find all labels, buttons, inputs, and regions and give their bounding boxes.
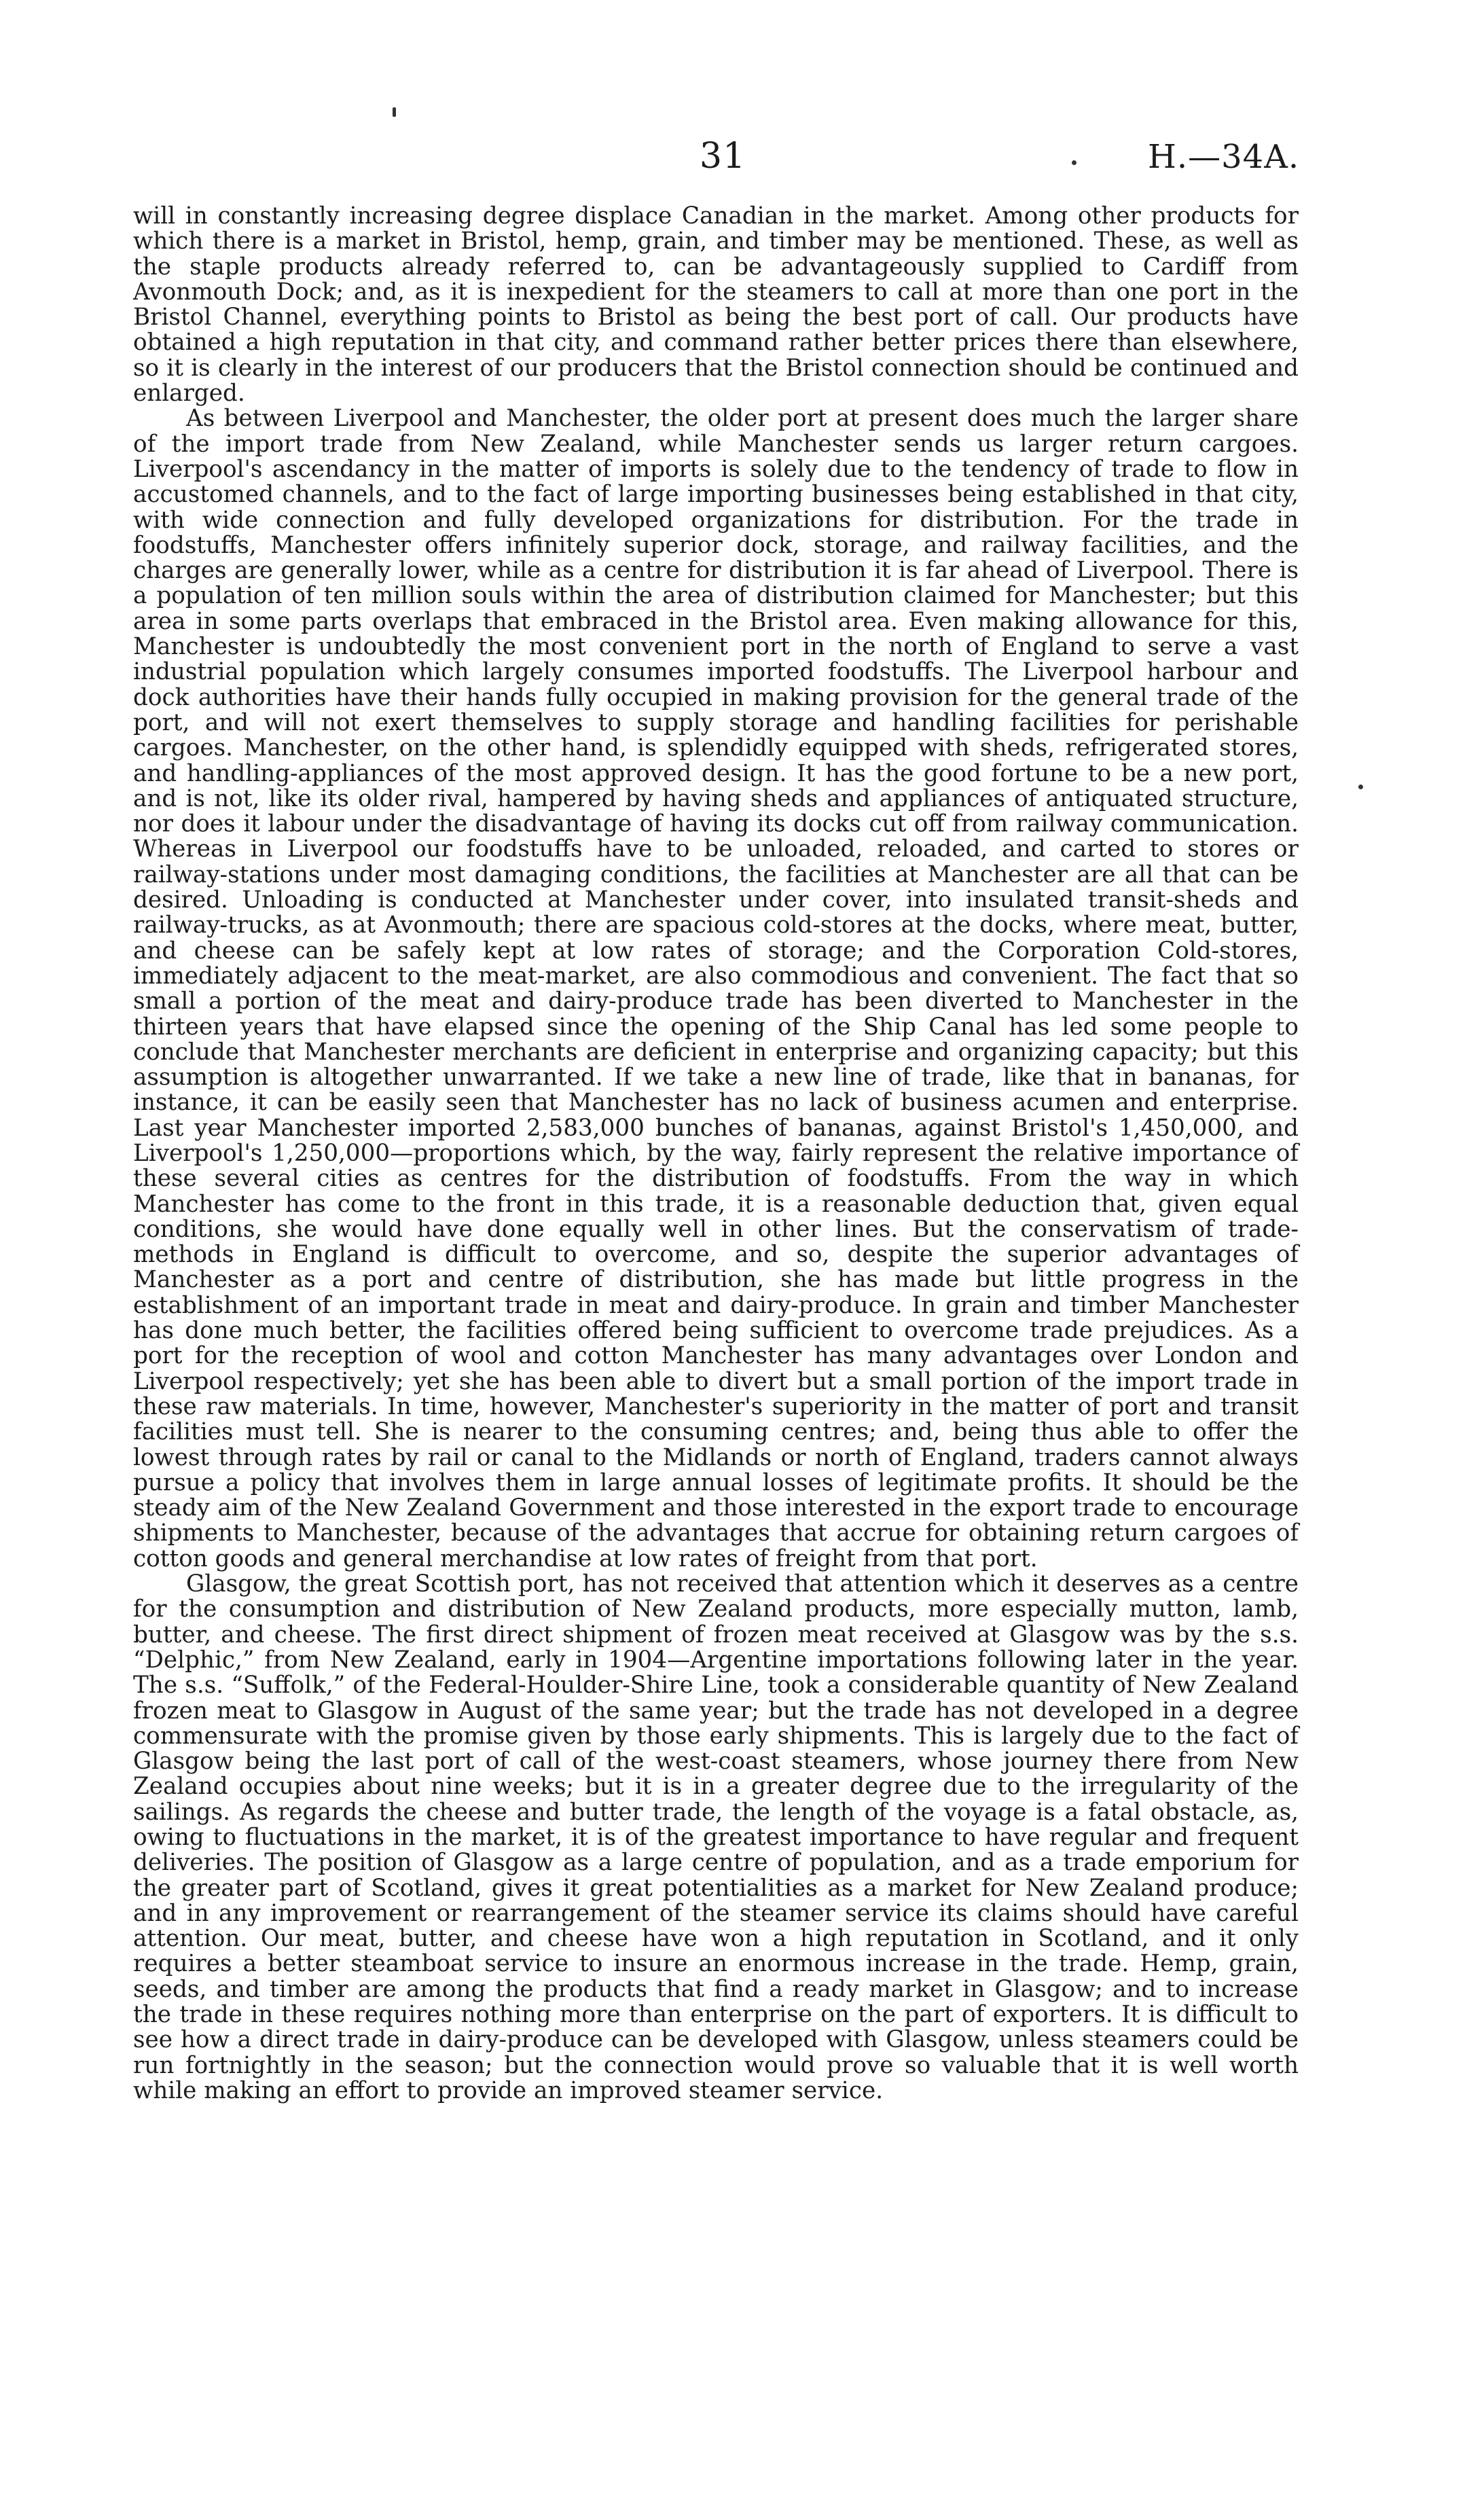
document-reference: H.—34A. [1148,138,1300,176]
paragraph-glasgow: Glasgow, the great Scottish port, has not received that attention which it deserves as a centre for the consumption and distribution of New Zealand products, more especially mutton, lamb, butter, and cheese. The first direct shipment of frozen meat received at Glasgow was by the s.s. “Delphic,” from New Zealand, early in 1904—Argentine importations following later in the year. The s.s. “Suffolk,” of the Federal-Houlder-Shire Line, took a considerable quantity of New Zealand frozen meat to Glasgow in August of the same year; but the trade has not developed in a degree commensurate with the promise given by those early shipments. This is largely due to the fact of Glasgow being the last port of call of the west-coast steamers, whose journey there from New Zealand occupies about nine weeks; but it is in a greater degree due to the irregularity of the sailings. As regards the cheese and butter trade, the length of the voyage is a fatal obstacle, as, owing to fluctuations in the market, it is of the greatest importance to have regular and frequent deliveries. The position of Glasgow as a large centre of population, and as a trade emporium for the greater part of Scotland, gives it great potentialities as a market for New Zealand produce; and in any improvement or rearrangement of the steamer service its claims should have careful attention. Our meat, butter, and cheese have won a high reputation in Scotland, and it only requires a better steamboat service to insure an enormous increase in the trade. Hemp, grain, seeds, and timber are among the products that find a ready market in Glasgow; and to increase the trade in these requires nothing more than enterprise on the part of exporters. It is difficult to see how a direct trade in dairy-produce can be developed with Glasgow, unless steamers could be run fortnightly in the season; but the connection would prove so valuable that it is well worth while making an effort to provide an improved steamer service. [133,1570,1299,2104]
paragraph-bristol: will in constantly increasing degree displace Canadian in the market. Among other products for which there is a market in Bristol, hemp, grain, and timber may be mentioned. These, as well as the staple products already referred to, can be advantageously supplied to Cardiff from Avonmouth Dock; and, as it is inexpedient for the steamers to call at more than one port in the Bristol Channel, everything points to Bristol as being the best port of call. Our products have obtained a high reputation in that city, and command rather better prices there than elsewhere, so it is clearly in the interest of our producers that the Bristol connection should be continued and enlarged. [133,202,1299,408]
header-dot [1072,160,1076,165]
page-number: 31 [700,136,746,177]
paragraph-liverpool-manchester: As between Liverpool and Manchester, the older port at present does much the larger share of the import trade from New Zealand, while Manchester sends us larger return cargoes. Liverpool's ascendancy in the matter of imports is solely due to the tendency of trade to flow in accustomed channels, and to the fact of large importing businesses being established in that city, with wide connection and fully developed organizations for distribution. For the trade in foodstuffs, Manchester offers infinitely superior dock, storage, and railway facilities, and the charges are generally lower, while as a centre for distribution it is far ahead of Liverpool. There is a population of ten million souls within the area of distribution claimed for Manchester; but this area in some parts overlaps that embraced in the Bristol area. Even making allowance for this, Manchester is undoubtedly the most convenient port in the north of England to serve a vast industrial population which largely consumes imported foodstuffs. The Liverpool harbour and dock authorities have their hands fully occupied in making provision for the general trade of the port, and will not exert themselves to supply storage and handling facilities for perishable cargoes. Manchester, on the other hand, is splendidly equipped with sheds, refrigerated stores, and handling-appliances of the most approved design. It has the good fortune to be a new port, and is not, like its older rival, hampered by having sheds and appliances of antiquated structure, nor does it labour under the disadvantage of having its docks cut off from railway communication. Whereas in Liverpool our foodstuffs have to be unloaded, reloaded, and carted to stores or railway-stations under most damaging conditions, the facilities at Manchester are all that can be desired. Unloading is conducted at Manchester under cover, into insulated transit-sheds and railway-trucks, as at Avonmouth; there are spacious cold-stores at the docks, where meat, butter, and cheese can be safely kept at low rates of storage; and the Corporation Cold-stores, immediately adjacent to the meat-market, are also commodious and convenient. The fact that so small a portion of the meat and dairy-produce trade has been diverted to Manchester in the thirteen years that have elapsed since the opening of the Ship Canal has led some people to conclude that Manchester merchants are deficient in enterprise and organizing capacity; but this assumption is altogether unwarranted. If we take a new line of trade, like that in bananas, for instance, it can be easily seen that Manchester has no lack of business acumen and enterprise. Last year Manchester imported 2,583,000 bunches of bananas, against Bristol's 1,450,000, and Liverpool's 1,250,000—proportions which, by the way, fairly represent the relative importance of these several cities as centres for the distribution of foodstuffs. From the way in which Manchester has come to the front in this trade, it is a reasonable deduction that, given equal conditions, she would have done equally well in other lines. But the conservatism of trade-methods in England is difficult to overcome, and so, despite the superior advantages of Manchester as a port and centre of distribution, she has made but little progress in the establishment of an important trade in meat and dairy-produce. In grain and timber Manchester has done much better, the facilities offered being sufficient to overcome trade prejudices. As a port for the reception of wool and cotton Manchester has many advantages over London and Liverpool respectively; yet she has been able to divert but a small portion of the import trade in these raw materials. In time, however, Manchester's superiority in the matter of port and transit facilities must tell. She is nearer to the consuming centres; and, being thus able to offer the lowest through rates by rail or canal to the Midlands or north of England, traders cannot always pursue a policy that involves them in large annual losses of legitimate profits. It should be the steady aim of the New Zealand Government and those interested in the export trade to encourage shipments to Manchester, because of the advantages that accrue for obtaining return cargoes of cotton goods and general merchandise at low rates of freight from that port. [133,405,1299,1572]
margin-dot [1358,785,1363,789]
body-text [133,204,1299,2104]
margin-mark [393,107,396,117]
